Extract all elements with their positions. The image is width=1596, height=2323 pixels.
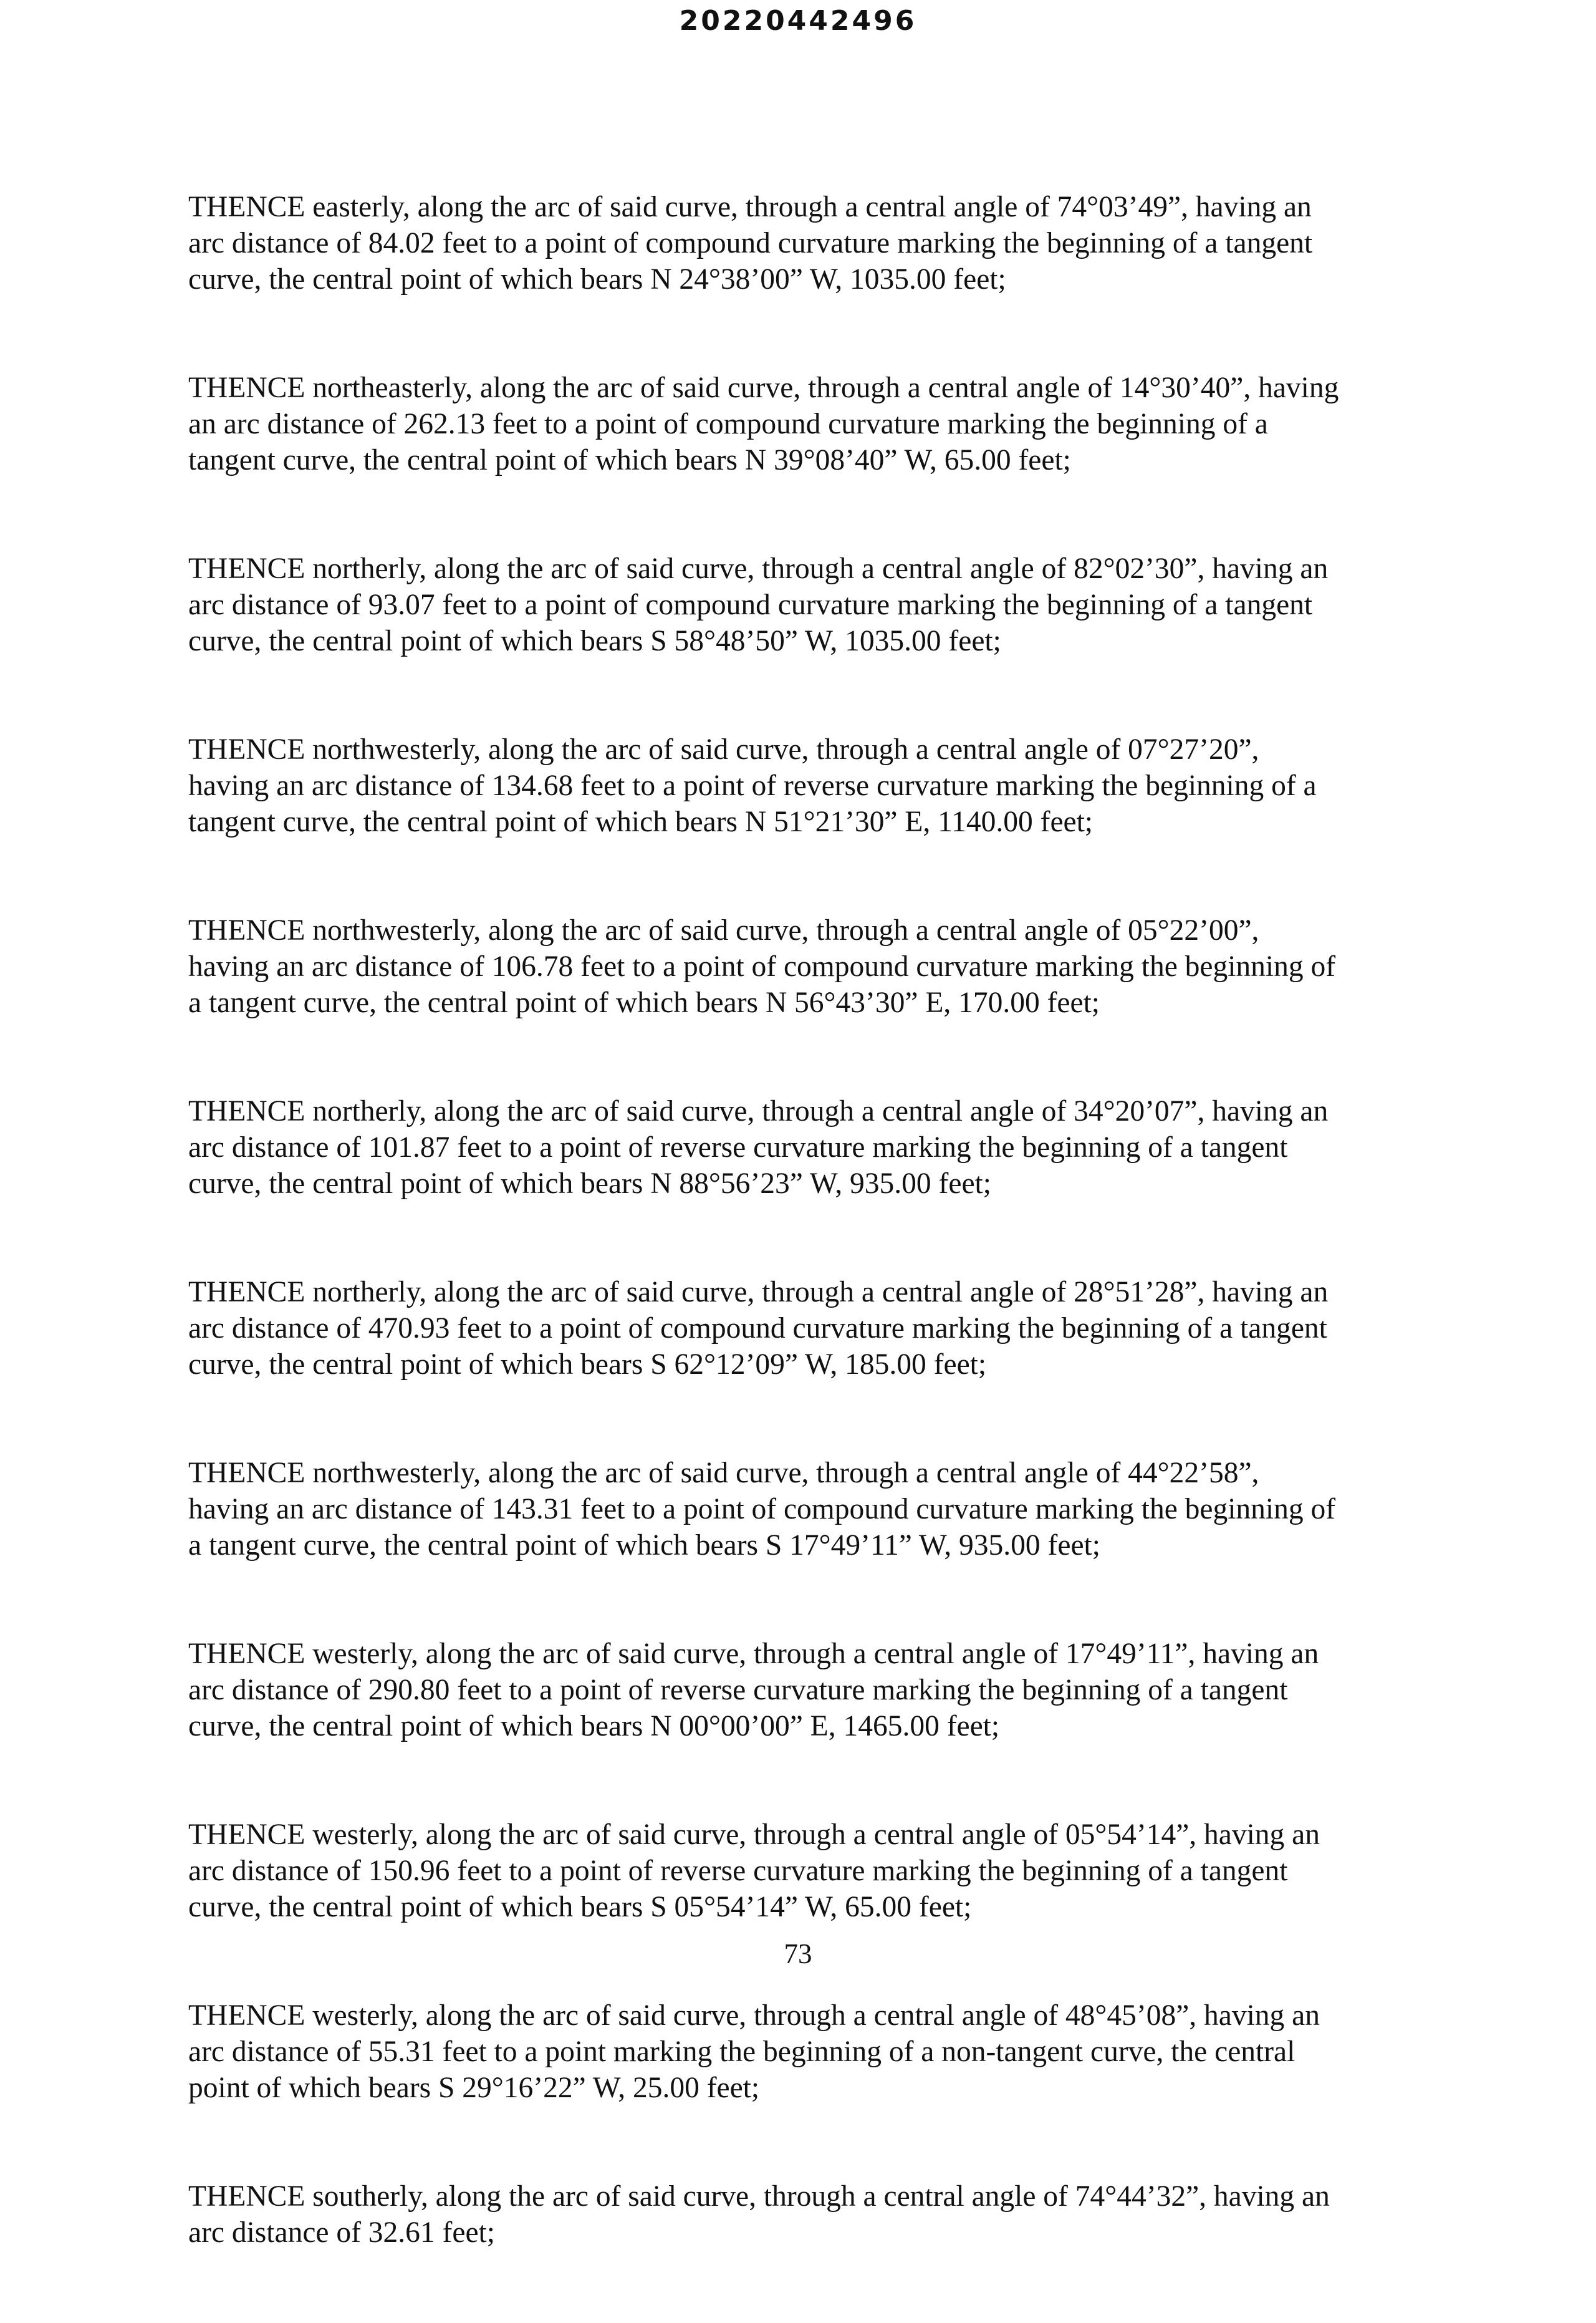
paragraph-line: arc distance of 470.93 feet to a point of compound curvature marking the beginning of a tangent (188, 1312, 1327, 1345)
paragraph-line: THENCE northeasterly, along the arc of said curve, through a central angle of 14°30’40”, having (188, 372, 1339, 404)
thence-course-paragraph (188, 551, 1420, 659)
paragraph-line: curve, the central point of which bears N 24°38’00” W, 1035.00 feet; (188, 263, 1006, 296)
paragraph-line: a tangent curve, the central point of which bears S 17°49’11” W, 935.00 feet; (188, 1529, 1100, 1562)
page-number: 73 (784, 1938, 812, 1969)
thence-course-paragraph (188, 732, 1420, 840)
paragraph-line: THENCE northerly, along the arc of said curve, through a central angle of 34°20’07”, having an (188, 1095, 1329, 1128)
thence-course-paragraph (188, 1093, 1420, 1202)
thence-course-paragraph (188, 370, 1420, 478)
paragraph-line: having an arc distance of 134.68 feet to a point of reverse curvature marking the beginning of a (188, 770, 1317, 802)
paragraph-line: arc distance of 84.02 feet to a point of compound curvature marking the beginning of a tangent (188, 227, 1313, 259)
paragraph-line: tangent curve, the central point of which bears N 51°21’30” E, 1140.00 feet; (188, 806, 1093, 838)
paragraph-line: curve, the central point of which bears N 88°56’23” W, 935.00 feet; (188, 1167, 991, 1200)
paragraph-line: curve, the central point of which bears S 58°48’50” W, 1035.00 feet; (188, 625, 1001, 657)
paragraph-line: arc distance of 290.80 feet to a point of reverse curvature marking the beginning of a tangent (188, 1674, 1288, 1706)
paragraph-line: THENCE northwesterly, along the arc of said curve, through a central angle of 44°22’58”, (188, 1457, 1259, 1489)
thence-course-paragraph (188, 1455, 1420, 1563)
paragraph-line: THENCE southerly, along the arc of said curve, through a central angle of 74°44’32”, having an (188, 2180, 1330, 2213)
legal-description-body (188, 189, 1420, 2323)
paragraph-line: an arc distance of 262.13 feet to a point of compound curvature marking the beginning of a (188, 408, 1268, 440)
paragraph-line: THENCE easterly, along the arc of said curve, through a central angle of 74°03’49”, having an (188, 191, 1312, 223)
document-number: 20220442496 (679, 5, 917, 37)
paragraph-line: THENCE westerly, along the arc of said curve, through a central angle of 05°54’14”, having an (188, 1818, 1320, 1851)
paragraph-line: arc distance of 32.61 feet; (188, 2216, 495, 2249)
paragraph-line: arc distance of 93.07 feet to a point of compound curvature marking the beginning of a tangent (188, 589, 1313, 621)
paragraph-line: THENCE northwesterly, along the arc of said curve, through a central angle of 07°27’20”, (188, 733, 1259, 766)
thence-course-paragraph (188, 1636, 1420, 1744)
paragraph-line: arc distance of 150.96 feet to a point of reverse curvature marking the beginning of a tangent (188, 1855, 1288, 1887)
paragraph-line: THENCE northerly, along the arc of said curve, through a central angle of 82°02’30”, having an (188, 553, 1329, 585)
paragraph-line: tangent curve, the central point of which bears N 39°08’40” W, 65.00 feet; (188, 444, 1071, 476)
paragraph-line: THENCE northerly, along the arc of said curve, through a central angle of 28°51’28”, having an (188, 1276, 1329, 1308)
thence-course-paragraph (188, 1274, 1420, 1383)
paragraph-line: curve, the central point of which bears S 62°12’09” W, 185.00 feet; (188, 1348, 987, 1381)
paragraph-line: THENCE westerly, along the arc of said curve, through a central angle of 17°49’11”, having an (188, 1638, 1319, 1670)
paragraph-line: having an arc distance of 106.78 feet to a point of compound curvature marking the beginning of (188, 950, 1336, 983)
thence-course-paragraph (188, 2178, 1420, 2251)
paragraph-line: curve, the central point of which bears S 05°54’14” W, 65.00 feet; (188, 1891, 972, 1923)
thence-course-paragraph (188, 1817, 1420, 1925)
paragraph-line: arc distance of 101.87 feet to a point of reverse curvature marking the beginning of a tangent (188, 1131, 1288, 1164)
thence-course-paragraph (188, 912, 1420, 1021)
paragraph-line: a tangent curve, the central point of which bears N 56°43’30” E, 170.00 feet; (188, 987, 1100, 1019)
paragraph-line: THENCE northwesterly, along the arc of said curve, through a central angle of 05°22’00”, (188, 914, 1259, 947)
paragraph-line: point of which bears S 29°16’22” W, 25.00 feet; (188, 2072, 760, 2104)
paragraph-line: curve, the central point of which bears N 00°00’00” E, 1465.00 feet; (188, 1710, 1000, 1742)
thence-course-paragraph (188, 1997, 1420, 2106)
paragraph-line: arc distance of 55.31 feet to a point marking the beginning of a non-tangent curve, the central (188, 2036, 1296, 2068)
paragraph-line: THENCE westerly, along the arc of said curve, through a central angle of 48°45’08”, having an (188, 1999, 1320, 2032)
paragraph-line: having an arc distance of 143.31 feet to a point of compound curvature marking the beginning of (188, 1493, 1336, 1525)
thence-course-paragraph (188, 189, 1420, 297)
